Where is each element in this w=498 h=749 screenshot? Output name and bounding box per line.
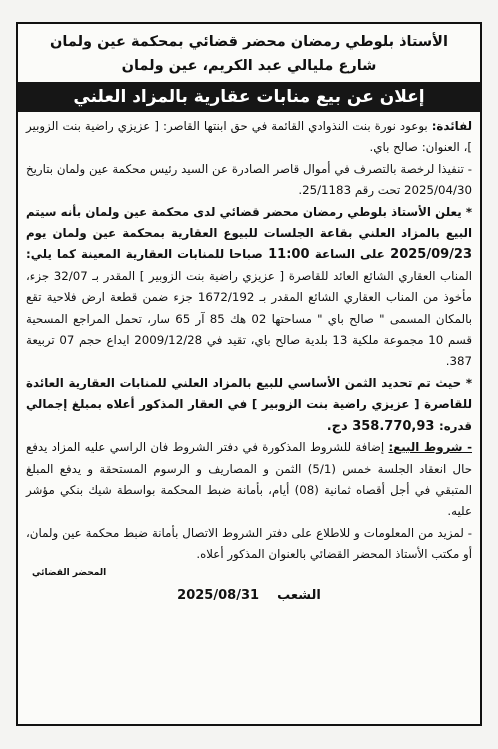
bailiff-address-header: شارع مليالي عبد الكريم، عين ولمان <box>121 58 377 74</box>
properties-intro: صباحا للمنابات العقارية المعينة كما يلي: <box>26 247 263 262</box>
authorization-paragraph: - تنفيذا لرخصة بالتصرف في أموال قاصر الصادرة عن السيد رئيس محكمة عين ولمان بتاريخ 2025/04/30 تحت رقم 25/1183. <box>26 161 472 198</box>
sale-conditions-label: - شروط البيع: <box>388 440 472 455</box>
beneficiary-text: بوعود نورة بنت النذوادي القائمة في حق ابنتها القاصر: [ عزيزي راضية بنت الزوبير ]، العنوان: صالح باي. <box>26 119 472 155</box>
property-description: المناب العقاري الشائع العائد للقاصرة [ عزيزي راضية بنت الزوبير ] المقدر بـ 32/07 جزء، مأخوذ من المناب العقاري الشائع المقدر بـ 1672/192 جزء ضمن قطعة ارض فلاحية تقع بالمكان المسمى " صالح باي " مساحتها 02 هك 85 آر 65 سار، تحمل المراجع المسحية قسم 10 مجموعة ملكية 13 بلدية صالح باي، تقيد في 2009/12/28 ايداع حجم 07 تربيعة 387. <box>26 268 472 369</box>
base-price-amount: 358.770,93 دج. <box>326 418 439 434</box>
notice-body <box>26 116 472 566</box>
notice-content <box>18 24 480 606</box>
legal-notice <box>16 22 482 726</box>
publication-date: 2025/08/31 <box>177 587 260 603</box>
sale-announcement-paragraph <box>26 202 472 373</box>
bailiff-name-header: الأستاذ بلوطي رمضان محضر قضائي بمحكمة عين ولمان <box>50 34 448 50</box>
sale-conditions-text: إضافة للشروط المذكورة في دفتر الشروط فان الراسي عليه المزاد يدفع حال انعقاد الجلسة خمس (5/1) الثمن و المصاريف و الرسوم المستحقة و يدفع المبلغ المتبقي في أجل أقصاه ثمانية (08) أيام، بأمانة ضبط المحكمة بواسطة شيك بنكي مؤشر عليه. <box>26 440 472 519</box>
contact-paragraph: - لمزيد من المعلومات و للاطلاع على دفتر الشروط الاتصال بأمانة ضبط محكمة عين ولمان، أو مكتب الأستاذ المحضر القضائي بالعنوان المذكور أعلاه. <box>26 525 472 562</box>
sale-time-label: على الساعة <box>314 247 385 262</box>
base-price-text: * حيث تم تحديد الثمن الأساسي للبيع بالمزاد العلني للمنابات العقارية العائدة للقاصرة [ عزيزي راضية بنت الزوبير ] في العقار المذكور أعلاه بمبلغ إجمالي قدره: <box>26 375 472 433</box>
base-price-paragraph <box>26 373 472 437</box>
bailiff-stamp: المحضر القضائي <box>32 567 107 578</box>
sale-announcement-bold: * يعلن الأستاذ بلوطي رمضان محضر قضائي لدى محكمة عين ولمان بأنه سيتم البيع بالمزاد العلني بقاعة الجلسات للبيوع العقارية بمحكمة عين ولمان يوم <box>26 204 472 241</box>
publication-line <box>26 588 472 603</box>
notice-footer <box>26 566 472 606</box>
publication-name: الشعب <box>277 587 321 603</box>
beneficiary-label: لفائدة: <box>431 119 472 133</box>
sale-time: 11:00 <box>262 247 315 263</box>
sale-conditions-paragraph <box>26 437 472 523</box>
notice-title: إعلان عن بيع منابات عقارية بالمزاد العلني <box>18 82 480 112</box>
sale-date: 2025/09/23 <box>384 247 473 263</box>
beneficiary-paragraph <box>26 116 472 159</box>
